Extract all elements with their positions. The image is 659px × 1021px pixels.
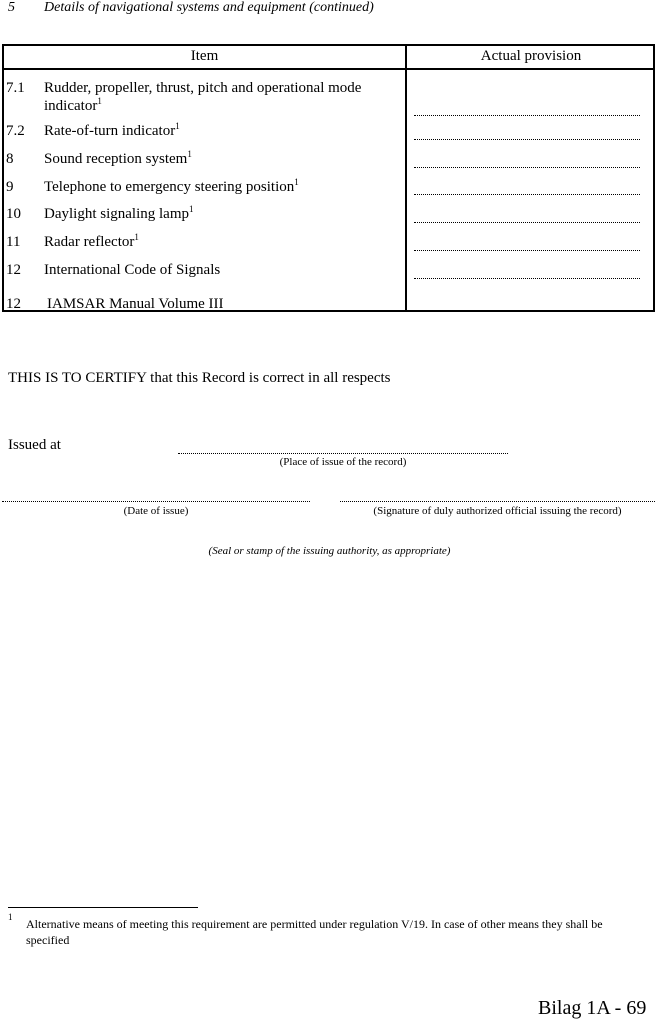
provision-field[interactable]	[414, 194, 640, 195]
row-label: International Code of Signals	[44, 262, 221, 278]
row-label: Telephone to emergency steering position$^1$	[44, 177, 299, 195]
row-label: Radar reflector$^1$	[44, 232, 139, 250]
footnote-text: Alternative means of meeting this requirement are permitted under regulation V/19. In case of other means they shall be specified	[26, 917, 603, 947]
table-row	[6, 150, 401, 168]
footnote-rule	[8, 907, 198, 908]
provision-field[interactable]	[414, 278, 640, 279]
table-row	[6, 205, 401, 223]
provision-field[interactable]	[414, 139, 640, 140]
row-label: Rudder, propeller, thrust, pitch and operational mode	[44, 80, 362, 96]
row-number: 12	[6, 262, 21, 278]
header-divider	[4, 68, 653, 70]
footnote-mark: 1	[8, 912, 13, 922]
date-of-issue-caption: (Date of issue)	[123, 505, 189, 517]
table-row	[6, 122, 401, 140]
row-number: 9	[6, 179, 14, 195]
section-heading	[8, 0, 374, 16]
row-label: Daylight signaling lamp$^1$	[44, 204, 194, 222]
row-number: 11	[6, 234, 21, 250]
row-number: 12	[6, 296, 21, 312]
provision-field[interactable]	[414, 250, 640, 251]
place-of-issue-caption: (Place of issue of the record)	[279, 456, 407, 468]
table-row	[6, 79, 401, 115]
place-of-issue-field[interactable]	[178, 453, 508, 454]
row-number: 10	[6, 206, 21, 222]
row-number: 8	[6, 151, 14, 167]
page-number: Bilag 1A - 69	[538, 997, 647, 1019]
column-header-provision: Actual provision	[480, 48, 582, 64]
signature-field[interactable]	[340, 501, 655, 502]
row-number: 7.2	[6, 123, 25, 139]
date-of-issue-field[interactable]	[2, 501, 310, 502]
row-number: 7.1	[6, 80, 25, 96]
column-divider	[405, 46, 407, 310]
table-row	[6, 295, 401, 313]
section-number: 5	[8, 0, 15, 15]
row-label: IAMSAR Manual Volume III	[47, 296, 224, 312]
issued-at-label: Issued at	[8, 437, 61, 453]
section-title: Details of navigational systems and equipment (continued)	[44, 0, 374, 15]
provision-field[interactable]	[414, 222, 640, 223]
provision-field[interactable]	[414, 115, 640, 116]
table-row	[6, 261, 401, 279]
seal-caption: (Seal or stamp of the issuing authority, as appropriate)	[208, 545, 451, 557]
provision-field[interactable]	[414, 167, 640, 168]
row-label: Sound reception system$^1$	[44, 149, 192, 167]
column-header-item: Item	[190, 48, 219, 64]
row-label-cont: indicator$^1$	[44, 96, 102, 114]
table-row	[6, 233, 401, 251]
certification-statement: THIS IS TO CERTIFY that this Record is correct in all respects	[8, 370, 391, 386]
signature-caption: (Signature of duly authorized official issuing the record)	[373, 505, 622, 517]
table-row	[6, 178, 401, 196]
row-label: Rate-of-turn indicator$^1$	[44, 121, 180, 139]
